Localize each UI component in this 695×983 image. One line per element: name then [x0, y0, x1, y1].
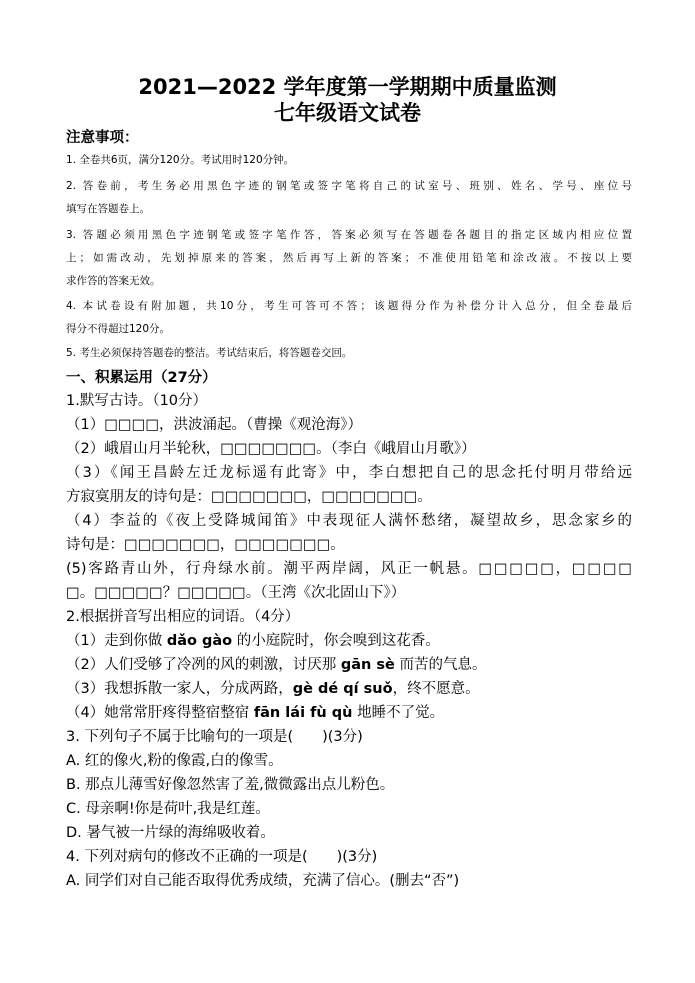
note-line: 4. 本试卷设有附加题，共10分，考生可答可不答；该题得分作为补偿分计入总分，但全卷最后 — [66, 300, 632, 312]
note-line: 填写在答题卷上。 — [66, 203, 150, 215]
pinyin-item — [66, 703, 632, 723]
option-d: D. 暑气被一片绿的海绵吸收着。 — [66, 825, 275, 841]
pinyin-item-text: 的小庭院时，你会嗅到这花香。 — [232, 633, 440, 649]
exam-title-line1: 2021—2022 学年度第一学期期中质量监测 — [138, 75, 557, 99]
pinyin-text: gān sè — [340, 657, 395, 673]
pinyin-item — [66, 679, 632, 699]
pinyin-text: gè dé qí suǒ — [292, 681, 393, 697]
question-stem: 4. 下列对病句的修改不正确的一项是( )(3分) — [66, 849, 378, 865]
pinyin-item-text: （1）走到你做 — [66, 633, 167, 649]
note-line: 得分不得超过120分。 — [66, 323, 171, 335]
pinyin-item-text: ，终不愿意。 — [392, 681, 480, 697]
poem-line: (5)客路青山外，行舟绿水前。潮平两岸阔，风正一帆悬。□□□□□，□□□□ — [66, 561, 632, 577]
pinyin-item-text: （4）她常常肝疼得整宿整宿 — [66, 705, 254, 721]
poem-line: 诗句是：□□□□□□□，□□□□□□□。 — [66, 537, 345, 553]
poem-line: （4）李益的《夜上受降城闻笛》中表现征人满怀愁绪，凝望故乡，思念家乡的 — [66, 513, 632, 529]
note-line: 3. 答题必须用黑色字迹钢笔或签字笔作答，答案必须写在答题卷各题目的指定区域内相应位置 — [66, 229, 632, 241]
option-a: A. 红的像火,粉的像霞,白的像雪。 — [66, 753, 283, 769]
option-a: A. 同学们对自己能否取得优秀成绩，充满了信心。(删去“否”) — [66, 873, 460, 889]
poem-line: （1）□□□□，洪波涌起。（曹操《观沧海》） — [66, 417, 363, 433]
question-stem: 3. 下列句子不属于比喻句的一项是( )(3分) — [66, 729, 363, 745]
pinyin-item — [66, 655, 632, 675]
exam-title-line2: 七年级语文试卷 — [274, 101, 421, 125]
note-line: 5. 考生必须保持答题卷的整洁。考试结束后，将答题卷交回。 — [66, 347, 353, 359]
pinyin-item-text: 地睡不了觉。 — [352, 705, 445, 721]
question-stem: 1.默写古诗。（10分） — [66, 393, 208, 409]
pinyin-item — [66, 631, 632, 651]
pinyin-text: fān lái fù qù — [253, 705, 353, 721]
pinyin-item-text: （2）人们受够了冷冽的风的刺激，讨厌那 — [66, 657, 341, 673]
note-line: 2. 答卷前，考生务必用黑色字迹的钢笔或签字笔将自己的试室号、班别、姓名、学号、座位号 — [66, 180, 632, 192]
notes-heading: 注意事项： — [66, 130, 139, 146]
note-line: 1. 全卷共6页，满分120分。考试用时120分钟。 — [66, 154, 295, 166]
pinyin-text: dǎo gào — [166, 633, 233, 649]
poem-line: （3）《闻王昌龄左迁龙标遥有此寄》中，李白想把自己的思念托付明月带给远 — [66, 465, 632, 481]
poem-line: 方寂寞朋友的诗句是：□□□□□□□，□□□□□□□。 — [66, 489, 432, 505]
option-b: B. 那点儿薄雪好像忽然害了羞,微微露出点儿粉色。 — [66, 777, 395, 793]
option-c: C. 母亲啊!你是荷叶,我是红莲。 — [66, 801, 270, 817]
pinyin-item-text: （3）我想拆散一家人，分成两路， — [66, 681, 293, 697]
pinyin-item-text: 而苦的气息。 — [394, 657, 487, 673]
poem-line: □。□□□□□？□□□□□。（王湾《次北固山下》） — [66, 585, 406, 601]
note-line: 上；如需改动，先划掉原来的答案，然后再写上新的答案；不准使用铅笔和涂改液。不按以上要 — [66, 252, 632, 264]
poem-line: （2）峨眉山月半轮秋，□□□□□□□。（李白《峨眉山月歌》） — [66, 441, 476, 457]
question-stem: 2.根据拼音写出相应的词语。（4分） — [66, 609, 300, 625]
section-heading: 一、积累运用（27分） — [66, 370, 217, 386]
note-line: 求作答的答案无效。 — [66, 275, 161, 287]
